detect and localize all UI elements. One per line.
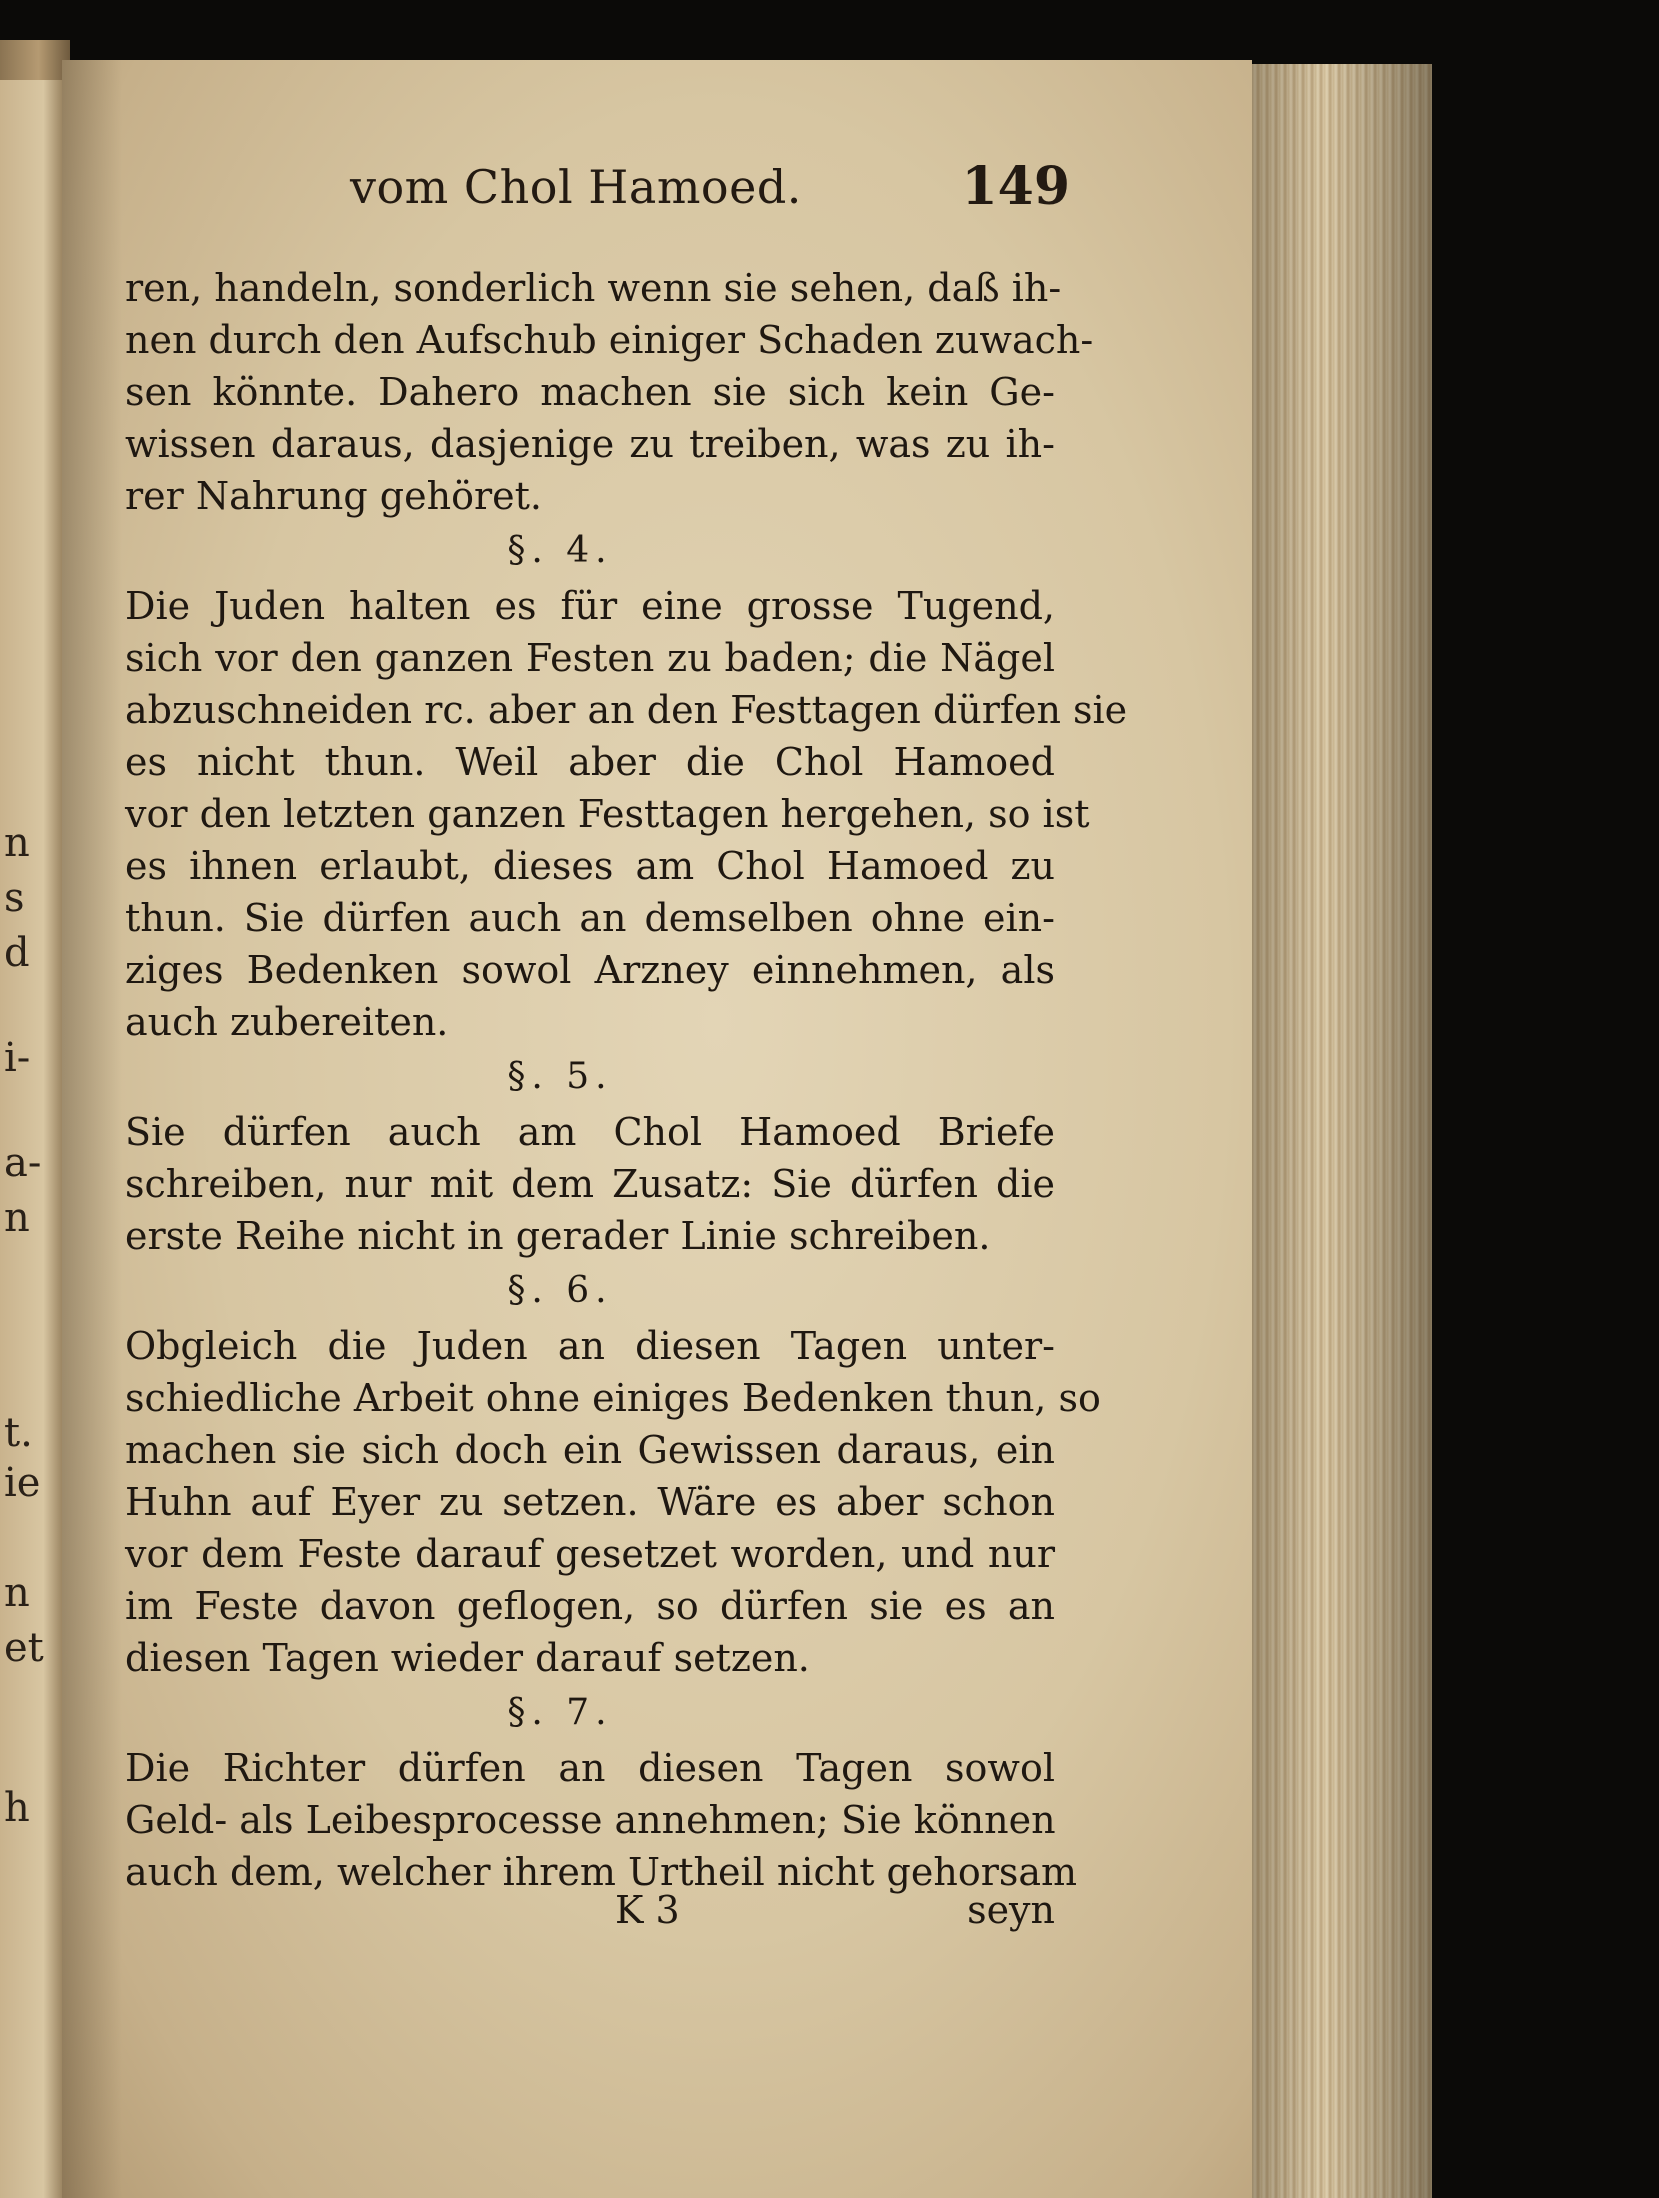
text-line: diesen Tagen wieder darauf setzen. — [125, 1636, 810, 1680]
left-page-fragments — [0, 80, 50, 2180]
signature-mark: K 3 — [615, 1888, 680, 1932]
section-heading: §. 7. — [507, 1692, 613, 1733]
text-line: Die Richter dürfen an diesen Tagen sowol — [125, 1746, 1055, 1790]
section-heading: §. 6. — [507, 1270, 613, 1311]
text-line: es nicht thun. Weil aber die Chol Hamoed — [125, 740, 1055, 784]
left-fragment: et — [4, 1625, 44, 1671]
left-fragment: i- — [4, 1035, 31, 1081]
text-line: sich vor den ganzen Festen zu baden; die Nägel — [125, 636, 1055, 680]
text-line: erste Reihe nicht in gerader Linie schreiben. — [125, 1214, 991, 1258]
text-line: Huhn auf Eyer zu setzen. Wäre es aber schon — [125, 1480, 1055, 1524]
page-footer — [125, 1888, 1055, 1944]
left-fragment: t. — [4, 1410, 33, 1456]
text-line: Die Juden halten es für eine grosse Tugend, — [125, 584, 1055, 628]
text-line: rer Nahrung gehöret. — [125, 474, 542, 518]
left-fragment: s — [4, 875, 25, 921]
text-line: im Feste davon geflogen, so dürfen sie es an — [125, 1584, 1055, 1628]
body-text — [125, 262, 1128, 1898]
left-fragment: n — [4, 1570, 30, 1616]
text-line: vor dem Feste darauf gesetzet worden, und nur — [125, 1532, 1055, 1576]
text-line: Sie dürfen auch am Chol Hamoed Briefe — [125, 1110, 1055, 1154]
section-heading: §. 5. — [507, 1056, 613, 1097]
left-fragment: n — [4, 1195, 30, 1241]
text-line: ren, handeln, sonderlich wenn sie sehen, daß ih- — [125, 266, 1062, 310]
running-head: vom Chol Hamoed. — [350, 160, 802, 214]
text-line: thun. Sie dürfen auch an demselben ohne ein- — [125, 896, 1055, 940]
text-line: Obgleich die Juden an diesen Tagen unter- — [125, 1324, 1055, 1368]
text-line: Geld- als Leibesprocesse annehmen; Sie können — [125, 1798, 1056, 1842]
left-fragment: d — [4, 930, 30, 976]
text-line: abzuschneiden rc. aber an den Festtagen dürfen sie — [125, 688, 1128, 732]
left-fragment: h — [4, 1785, 30, 1831]
text-line: schiedliche Arbeit ohne einiges Bedenken thun, so — [125, 1376, 1101, 1420]
gutter-shadow — [62, 60, 122, 2198]
catchword: seyn — [967, 1888, 1055, 1932]
text-line: wissen daraus, dasjenige zu treiben, was zu ih- — [125, 422, 1055, 466]
text-line: vor den letzten ganzen Festtagen hergehen, so ist — [125, 792, 1090, 836]
left-fragment: n — [4, 820, 30, 866]
text-line: es ihnen erlaubt, dieses am Chol Hamoed zu — [125, 844, 1055, 888]
text-line: auch dem, welcher ihrem Urtheil nicht gehorsam — [125, 1850, 1078, 1894]
section-heading: §. 4. — [507, 530, 613, 571]
text-line: auch zubereiten. — [125, 1000, 449, 1044]
left-fragment: ie — [4, 1460, 41, 1506]
text-line: ziges Bedenken sowol Arzney einnehmen, als — [125, 948, 1055, 992]
text-line: sen könnte. Dahero machen sie sich kein Ge- — [125, 370, 1055, 414]
text-line: machen sie sich doch ein Gewissen daraus, ein — [125, 1428, 1055, 1472]
page-header — [350, 156, 1070, 230]
left-fragment: a- — [4, 1140, 42, 1186]
page-number: 149 — [961, 156, 1070, 217]
fore-edge-shade — [1252, 64, 1432, 2198]
text-line: schreiben, nur mit dem Zusatz: Sie dürfen die — [125, 1162, 1055, 1206]
text-line: nen durch den Aufschub einiger Schaden zuwach- — [125, 318, 1094, 362]
